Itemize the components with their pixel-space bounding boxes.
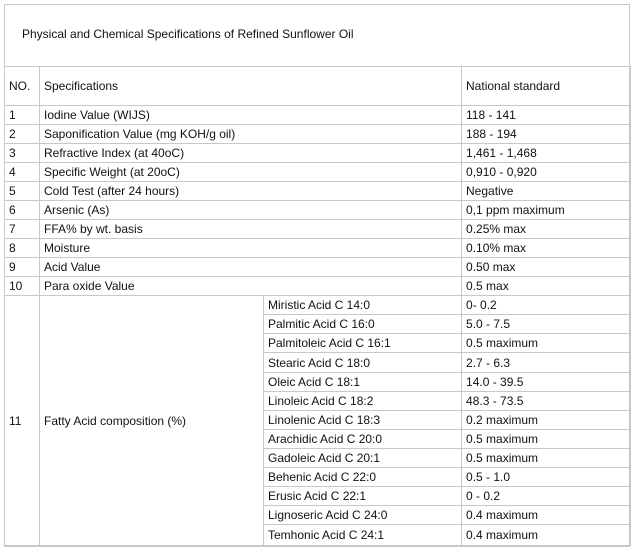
fatty-acid-standard: 2.7 - 6.3	[462, 353, 631, 372]
row-number: 6	[5, 201, 40, 220]
fatty-acid-standard: 0.4 maximum	[462, 524, 631, 545]
row-specification: Saponification Value (mg KOH/g oil)	[40, 125, 462, 144]
row-specification: Moisture	[40, 239, 462, 258]
fatty-acid-standard: 0.5 maximum	[462, 429, 631, 448]
row-specification: Arsenic (As)	[40, 201, 462, 220]
header-no: NO.	[5, 67, 40, 106]
row-specification: Specific Weight (at 20oC)	[40, 163, 462, 182]
fatty-acid-name: Stearic Acid C 18:0	[264, 353, 462, 372]
table-body	[5, 67, 631, 546]
table-row	[5, 239, 631, 258]
row-number: 3	[5, 144, 40, 163]
row-number: 10	[5, 277, 40, 296]
row-number: 1	[5, 106, 40, 125]
row-standard: 0.10% max	[462, 239, 631, 258]
fatty-acid-name: Palmitic Acid C 16:0	[264, 315, 462, 334]
row-standard: 0,910 - 0,920	[462, 163, 631, 182]
fatty-acid-standard: 0.2 maximum	[462, 410, 631, 429]
fatty-acid-composition-label: Fatty Acid composition (%)	[40, 296, 264, 546]
fatty-acid-standard: 0.5 maximum	[462, 448, 631, 467]
row-standard: Negative	[462, 182, 631, 201]
fatty-acid-standard: 14.0 - 39.5	[462, 372, 631, 391]
row-standard: 118 - 141	[462, 106, 631, 125]
fatty-acid-standard: 0.5 maximum	[462, 334, 631, 353]
row-standard: 0.5 max	[462, 277, 631, 296]
row-specification: Refractive Index (at 40oC)	[40, 144, 462, 163]
row-specification: Acid Value	[40, 258, 462, 277]
row-standard: 0.50 max	[462, 258, 631, 277]
table-row	[5, 106, 631, 125]
header-specifications: Specifications	[40, 67, 462, 106]
table-row	[5, 258, 631, 277]
fatty-acid-standard: 5.0 - 7.5	[462, 315, 631, 334]
fatty-acid-name: Lignoseric Acid C 24:0	[264, 505, 462, 524]
table-row	[5, 220, 631, 239]
fatty-acid-name: Erusic Acid C 22:1	[264, 486, 462, 505]
row-specification: Para oxide Value	[40, 277, 462, 296]
row-number: 8	[5, 239, 40, 258]
fatty-acid-name: Miristic Acid C 14:0	[264, 296, 462, 315]
table-row	[5, 277, 631, 296]
table-row	[5, 163, 631, 182]
fatty-acid-name: Arachidic Acid C 20:0	[264, 429, 462, 448]
fatty-acid-name: Linoleic Acid C 18:2	[264, 391, 462, 410]
header-national-standard: National standard	[462, 67, 631, 106]
fatty-acid-name: Temhonic Acid C 24:1	[264, 524, 462, 545]
row-number: 2	[5, 125, 40, 144]
table-header-row	[5, 67, 631, 106]
fatty-acid-name: Palmitoleic Acid C 16:1	[264, 334, 462, 353]
table-row	[5, 125, 631, 144]
row-standard: 0,1 ppm maximum	[462, 201, 631, 220]
fatty-acid-standard: 0.4 maximum	[462, 505, 631, 524]
row-standard: 188 - 194	[462, 125, 631, 144]
table-row	[5, 201, 631, 220]
row-number: 5	[5, 182, 40, 201]
fatty-acid-name: Behenic Acid C 22:0	[264, 467, 462, 486]
row-specification: Iodine Value (WIJS)	[40, 106, 462, 125]
row-standard: 1,461 - 1,468	[462, 144, 631, 163]
fatty-acid-standard: 0- 0.2	[462, 296, 631, 315]
page-title: Physical and Chemical Specifications of Refined Sunflower Oil	[22, 27, 354, 41]
fatty-acid-name: Oleic Acid C 18:1	[264, 372, 462, 391]
fatty-acid-standard: 0 - 0.2	[462, 486, 631, 505]
row-specification: Cold Test (after 24 hours)	[40, 182, 462, 201]
table-row	[5, 182, 631, 201]
specifications-table	[4, 66, 631, 546]
fatty-acid-name: Gadoleic Acid C 20:1	[264, 448, 462, 467]
row-number: 11	[5, 296, 40, 546]
row-number: 4	[5, 163, 40, 182]
row-number: 7	[5, 220, 40, 239]
fatty-acid-name: Linolenic Acid C 18:3	[264, 410, 462, 429]
table-row	[5, 144, 631, 163]
row-specification: FFA% by wt. basis	[40, 220, 462, 239]
fatty-acid-row	[5, 296, 631, 315]
fatty-acid-standard: 0.5 - 1.0	[462, 467, 631, 486]
row-standard: 0.25% max	[462, 220, 631, 239]
row-number: 9	[5, 258, 40, 277]
fatty-acid-standard: 48.3 - 73.5	[462, 391, 631, 410]
